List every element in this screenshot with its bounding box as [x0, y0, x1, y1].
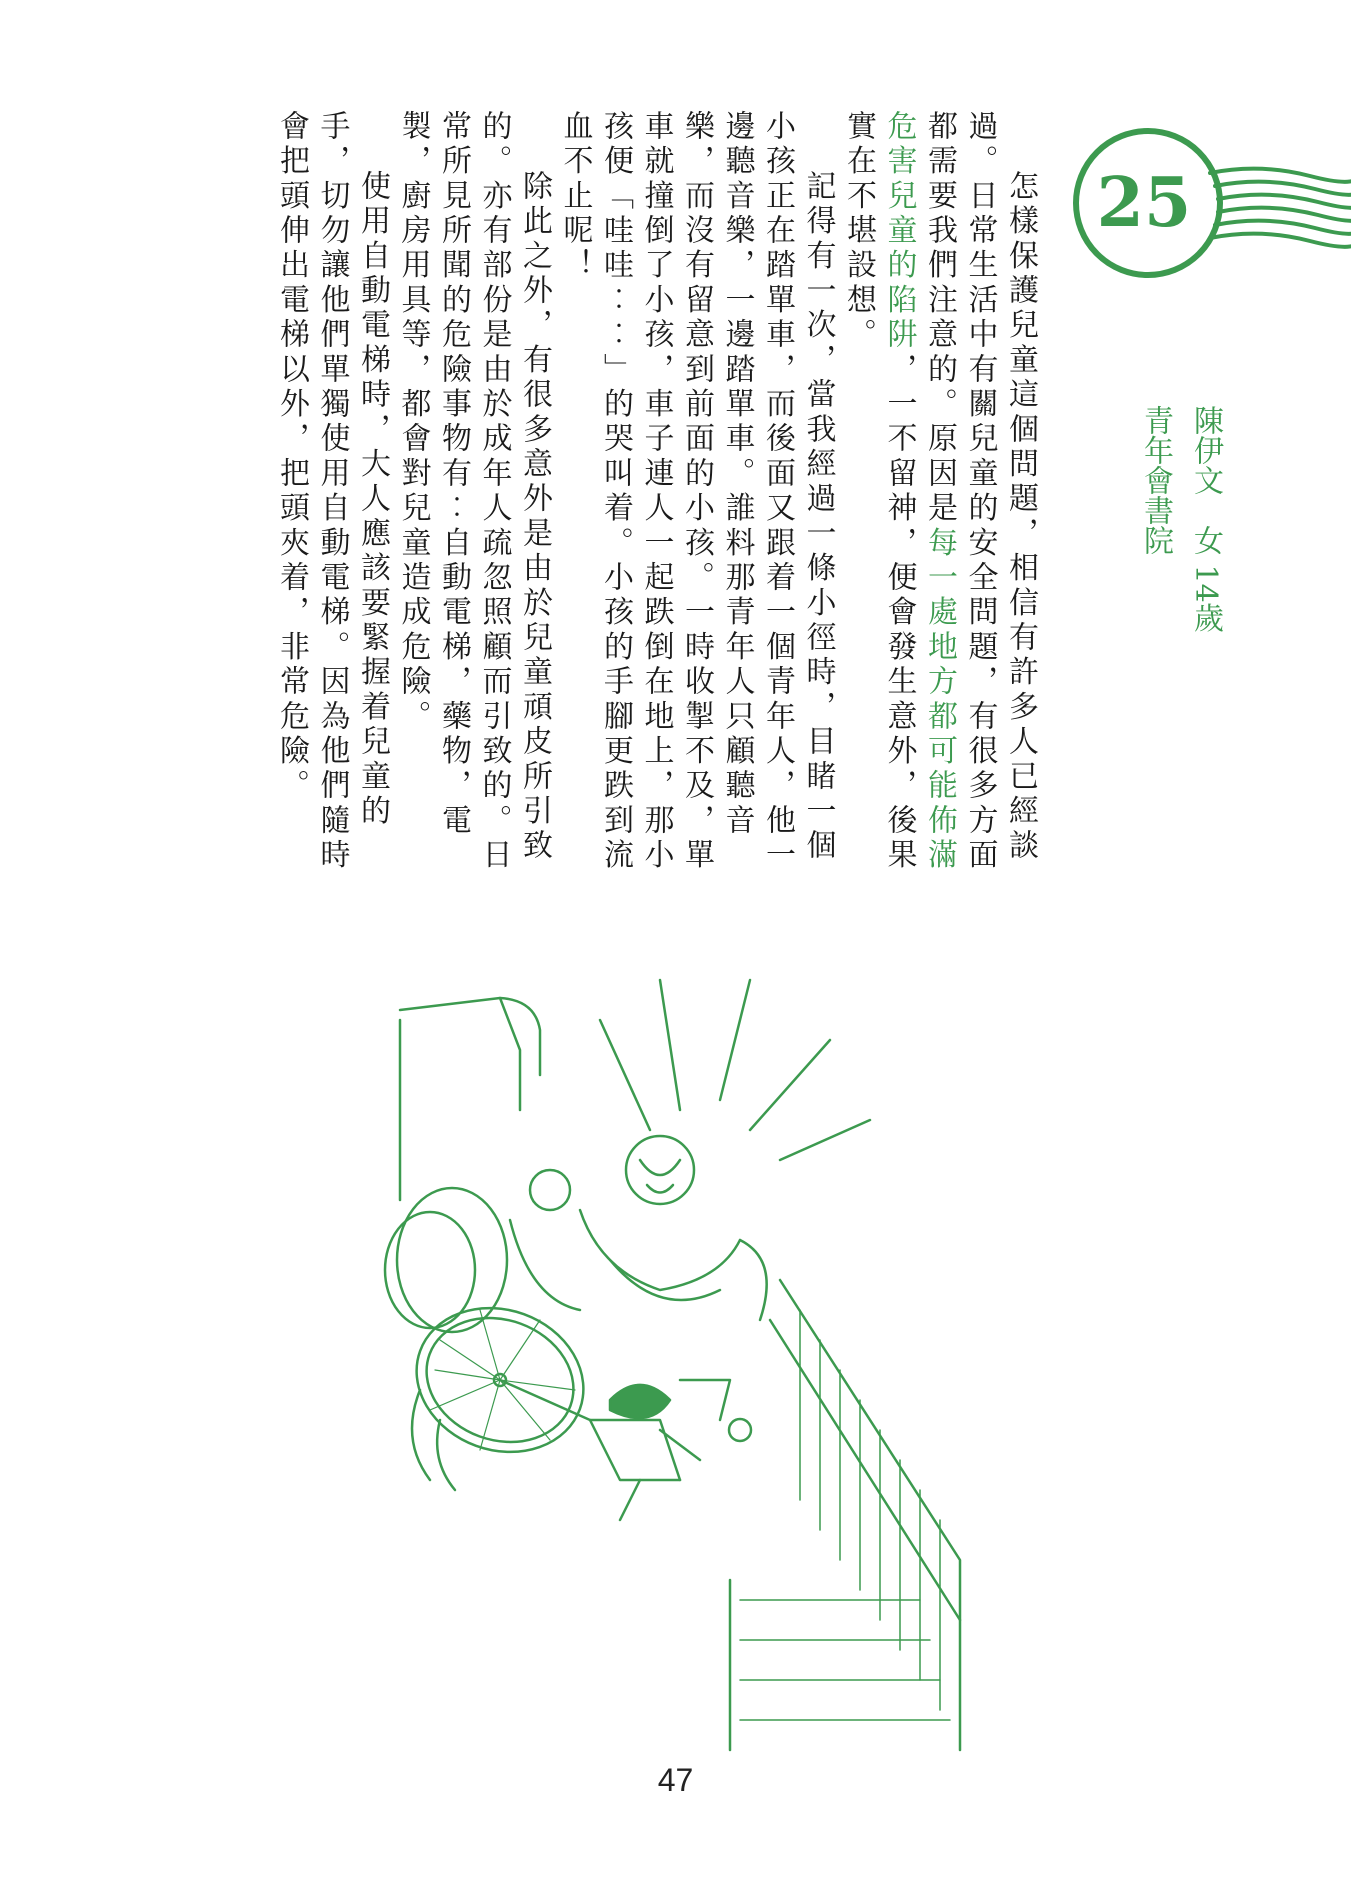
author-info: [1130, 405, 1230, 665]
author-name: 陳伊文: [1188, 405, 1223, 495]
paragraph-2: 記得有一次，當我經過一條小徑時，目睹一個小孩正在踏單車，而後面又跟着一個青年人，他一邊聽音樂，一邊踏單車。誰料那青年人只顧聽音樂，而沒有留意到前面的小孩。一時收掣不及，單車就撞倒了小孩，車子連人一起跌倒在地上，那小孩便「哇哇︰︰」的哭叫着。小孩的手腳更跌到流血不止呢！: [557, 110, 836, 874]
stamp-badge: [1060, 128, 1351, 328]
author-school: 青年會書院: [1138, 405, 1173, 555]
essay-body: [140, 110, 1040, 890]
highlighted-phrase: 每一處地方都可能佈滿危害兒童的陷阱: [881, 110, 957, 874]
paragraph-1-text-end: ，一不留神，便會發生意外，後果實在不堪設想。: [841, 110, 917, 874]
stamp-number: 25: [1096, 163, 1192, 243]
page-number: 47: [657, 1762, 694, 1798]
paragraph-1: [838, 110, 1041, 890]
paragraph-4: 使用自動電梯時，大人應該要緊握着兒童的手，切勿讓他們單獨使用自動電梯。因為他們隨時會把頭伸出電梯以外，把頭夾着，非常危險。: [274, 110, 390, 874]
paragraph-1-text: 怎樣保護兒童這個問題，相信有許多人已經談過。日常生活中有關兒童的安全問題，有很多方面都需要我們注意的。原因是: [922, 110, 1038, 874]
author-gender-age: 女 14歲: [1188, 525, 1223, 633]
bicycle-accident-illustration: [360, 960, 1040, 1760]
paragraph-3: 除此之外，有很多意外是由於兒童頑皮所引致的。亦有部份是由於成年人疏忽照顧而引致的。日常所見所聞的危險事物有︰自動電梯，藥物，電製，廚房用具等，都會對兒童造成危險。: [395, 110, 552, 874]
